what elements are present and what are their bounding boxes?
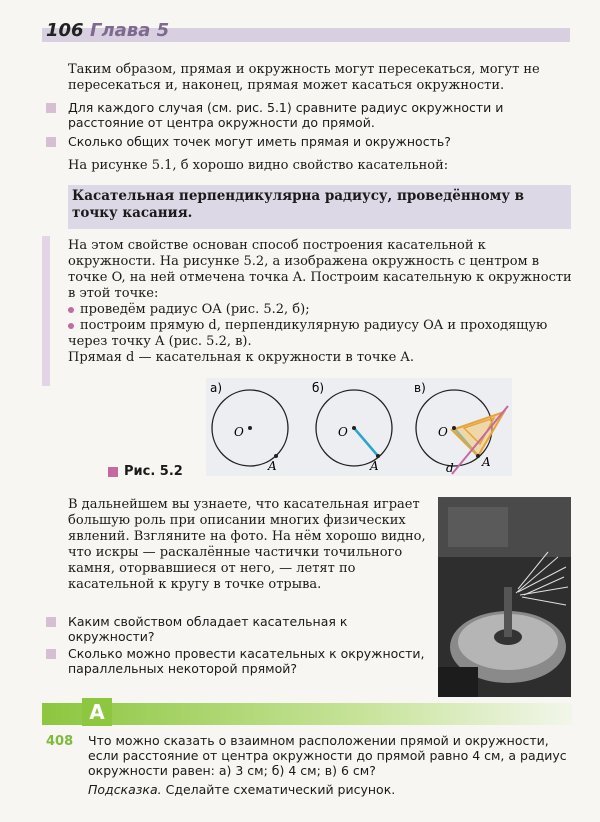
set-square-triangle	[452, 412, 504, 456]
task-hint	[88, 782, 573, 797]
construction-conclusion: Прямая d — касательная к окружности в точке A.	[68, 350, 414, 365]
tangent-point-a	[274, 454, 278, 458]
hint-label: Подсказка.	[88, 782, 162, 797]
question-marker	[46, 649, 56, 659]
center-point-b	[352, 426, 356, 430]
label-d: d	[446, 461, 454, 475]
label-a-a: A	[268, 459, 277, 473]
construction-step	[68, 318, 573, 350]
center-point-a	[248, 426, 252, 430]
tangent-point-b	[376, 454, 380, 458]
panel-label-b: б)	[312, 381, 325, 395]
panel-label-a: а)	[210, 381, 223, 395]
question-item: Каким свойством обладает касательная к окружности?	[68, 614, 348, 644]
page-number: 106	[46, 20, 84, 41]
label-o-a: O	[234, 425, 244, 439]
figure-5-2	[206, 378, 512, 476]
tangent-point-c	[476, 454, 480, 458]
question-item: Сколько можно провести касательных к окружности, параллельных некоторой прямой?	[68, 646, 425, 676]
label-o-b: O	[338, 425, 348, 439]
panel-label-c: в)	[414, 381, 426, 395]
radius-b	[354, 428, 378, 456]
question-item: Для каждого случая (см. рис. 5.1) сравните радиус окружности и расстояние от центра окружности до прямой.	[68, 100, 504, 130]
rule-text: Касательная перпендикулярна радиусу, проведённому в точку касания.	[72, 188, 525, 221]
figure-svg	[206, 378, 512, 476]
construction-step	[68, 302, 573, 318]
center-point-c	[452, 426, 456, 430]
construction-text: На этом свойстве основан способ построения касательной к окружности. На рисунке 5.2, а изображена окружность с центром в точке O, на ней отмечена точка A. Построим касательную к окружности в этой точке:	[68, 238, 572, 301]
caption-marker	[108, 467, 118, 477]
question-marker	[46, 137, 56, 147]
chapter-title: Глава 5	[90, 20, 170, 41]
step-text: построим прямую d, перпендикулярную радиусу OA и проходящую через точку A (рис. 5.2, в).	[68, 318, 548, 349]
task-number: 408	[46, 734, 74, 749]
question-item: Сколько общих точек могут иметь прямая и окружность?	[68, 134, 451, 149]
task-text: Что можно сказать о взаимном расположении прямой и окружности, если расстояние от центра окружности до прямой равно 4 см, а радиус окружности равен: а) 3 см; б) 4 см; в) 6 см?	[88, 733, 567, 778]
section-bar	[42, 703, 572, 725]
question-marker	[46, 617, 56, 627]
lead-text: На рисунке 5.1, б хорошо видно свойство касательной:	[68, 158, 449, 173]
step-text: проведём радиус OA (рис. 5.2, б);	[80, 302, 310, 317]
question-marker	[46, 103, 56, 113]
physics-paragraph: В дальнейшем вы узнаете, что касательная играет большую роль при описании многих физических явлений. Взгляните на фото. На нём хорошо видно, что искры — раскалённые частички точильного камня, оторвавшиеся от него, — летят по касательной к кругу в точке отрыва.	[68, 497, 426, 592]
label-a-b: A	[370, 459, 379, 473]
bullet-dot	[68, 307, 74, 313]
figure-caption: Рис. 5.2	[124, 464, 183, 479]
label-a-c: A	[482, 455, 491, 469]
hint-text: Сделайте схематический рисунок.	[165, 782, 396, 797]
side-bar	[42, 236, 50, 386]
tangent-line-d	[452, 406, 508, 474]
section-letter: А	[82, 698, 112, 726]
photo-illustration	[438, 497, 571, 697]
grinding-wheel-photo	[438, 497, 571, 697]
intro-paragraph: Таким образом, прямая и окружность могут пересекаться, могут не пересекаться и, наконец, прямая может касаться окружности.	[68, 62, 540, 93]
label-o-c: O	[438, 425, 448, 439]
bullet-dot	[68, 323, 74, 329]
